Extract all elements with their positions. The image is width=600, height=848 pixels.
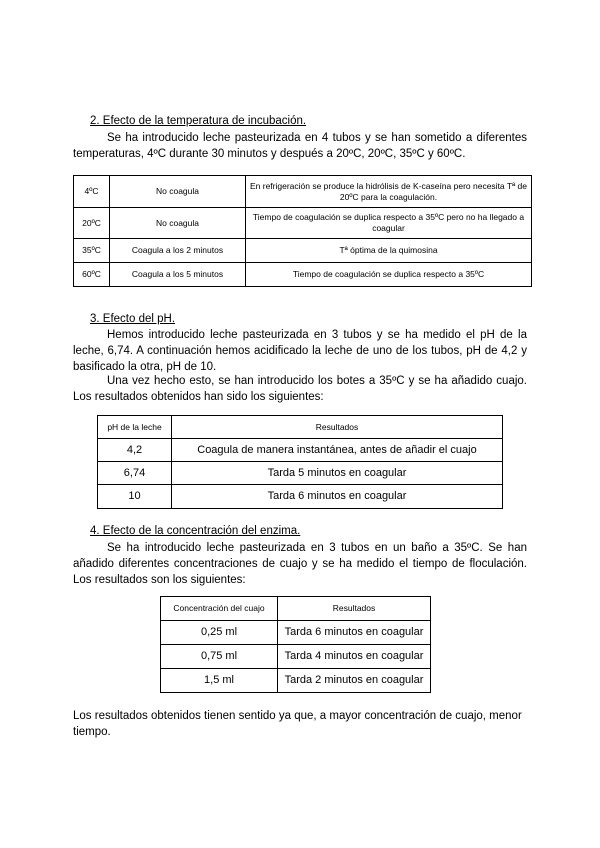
column-header: Resultados (278, 597, 431, 621)
section-3-heading: 3. Efecto del pH. (90, 313, 176, 325)
explanation-cell: Tª óptima de la quimosina (246, 239, 532, 263)
section-3-paragraph-2: Una vez hecho esto, se han introducido los botes a 35ºC y se ha añadido cuajo. Los resultados obtenidos han sido los siguientes: (73, 375, 527, 403)
section-3-paragraph-1: Hemos introducido leche pasteurizada en 3 tubos y se ha medido el pH de la leche, 6,74. A continuación hemos acidificado la leche de uno de los tubos, pH de 4,2 y basificado la otra, pH de 10. (73, 329, 527, 373)
column-header: pH de la leche (98, 416, 172, 439)
result-cell: Coagula a los 2 minutos (110, 239, 246, 263)
result-cell: Tarda 5 minutos en coagular (172, 462, 503, 485)
table-row (98, 462, 503, 485)
section-2-paragraph: Se ha introducido leche pasteurizada en 4 tubos y se han sometido a diferentes temperaturas, 4ºC durante 30 minutos y después a 20ºC, 20ºC, 35ºC y 60ºC. (73, 132, 527, 160)
section-4-heading: 4. Efecto de la concentración del enzima. (90, 525, 301, 537)
result-cell: Tarda 6 minutos en coagular (172, 485, 503, 509)
temperature-table (73, 175, 532, 287)
table-header-row (98, 416, 503, 439)
result-cell: Tarda 6 minutos en coagular (278, 621, 431, 645)
concentration-cell: 0,25 ml (161, 621, 278, 645)
result-cell: No coagula (110, 208, 246, 239)
ph-value-cell: 6,74 (98, 462, 172, 485)
temperature-cell: 60ºC (74, 263, 110, 287)
column-header: Resultados (172, 416, 503, 439)
result-cell: Coagula de manera instantánea, antes de añadir el cuajo (172, 439, 503, 462)
section-2-heading: 2. Efecto de la temperatura de incubación. (90, 115, 307, 127)
concentration-cell: 0,75 ml (161, 645, 278, 669)
result-cell: Coagula a los 5 minutos (110, 263, 246, 287)
result-cell: No coagula (110, 176, 246, 208)
table-row (98, 439, 503, 462)
temperature-cell: 20ºC (74, 208, 110, 239)
concentration-table (160, 596, 431, 693)
section-4-paragraph: Se ha introducido leche pasteurizada en 3 tubos en un baño a 35ºC. Se han añadido diferentes concentraciones de cuajo y se ha medido el tiempo de floculación. Los resultados son los siguientes: (73, 542, 527, 586)
ph-value-cell: 4,2 (98, 439, 172, 462)
temperature-cell: 4ºC (74, 176, 110, 208)
table-row (74, 176, 532, 208)
table-row (161, 669, 431, 693)
explanation-cell: Tiempo de coagulación se duplica respecto a 35ºC pero no ha llegado a coagular (246, 208, 532, 239)
explanation-cell: En refrigeración se produce la hidrólisis de K-caseína pero necesita Tª de 20ºC para la coagulación. (246, 176, 532, 208)
table-row (161, 645, 431, 669)
ph-value-cell: 10 (98, 485, 172, 509)
temperature-cell: 35ºC (74, 239, 110, 263)
table-row (74, 208, 532, 239)
table-row (98, 485, 503, 509)
table-row (74, 239, 532, 263)
table-header-row (161, 597, 431, 621)
ph-table (97, 415, 503, 509)
table-row (74, 263, 532, 287)
column-header: Concentración del cuajo (161, 597, 278, 621)
concentration-cell: 1,5 ml (161, 669, 278, 693)
result-cell: Tarda 2 minutos en coagular (278, 669, 431, 693)
conclusion-paragraph: Los resultados obtenidos tienen sentido ya que, a mayor concentración de cuajo, menor tiempo. (73, 710, 522, 738)
result-cell: Tarda 4 minutos en coagular (278, 645, 431, 669)
explanation-cell: Tiempo de coagulación se duplica respecto a 35ºC (246, 263, 532, 287)
table-row (161, 621, 431, 645)
